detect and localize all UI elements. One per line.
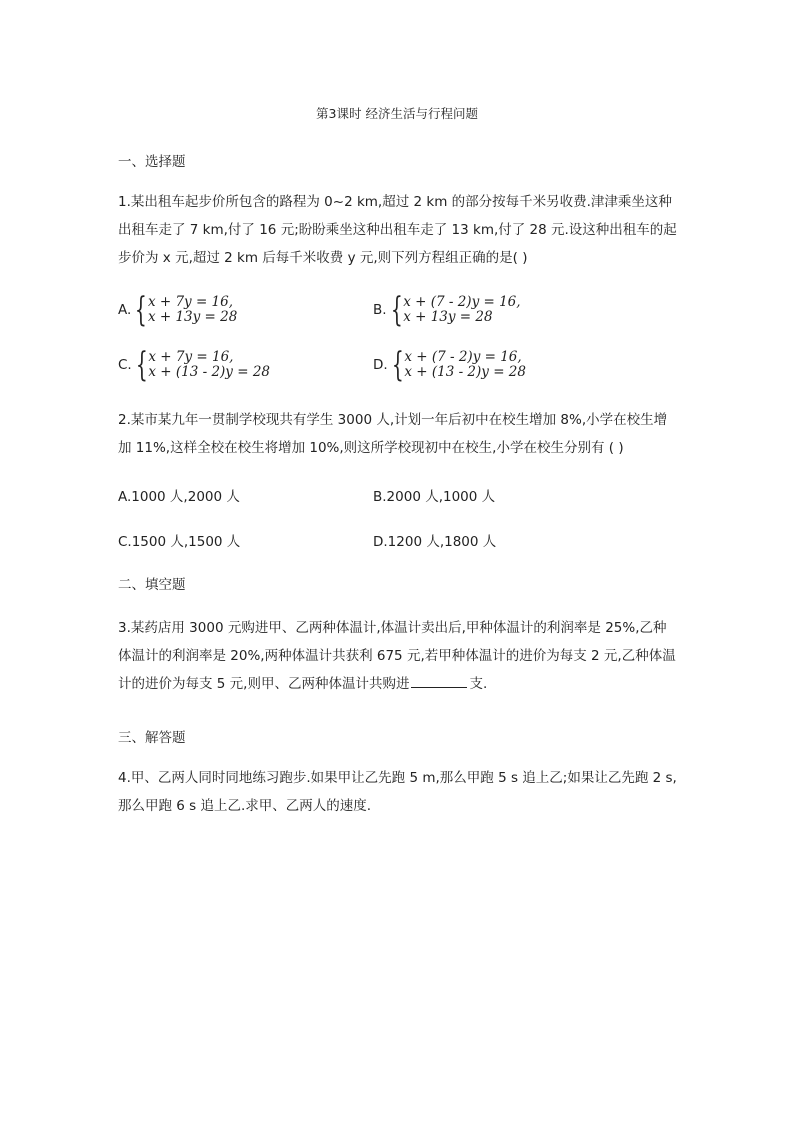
option-label: D.: [373, 357, 388, 373]
question-4: [118, 764, 678, 820]
equation-2: x + (13 - 2)y = 28: [148, 364, 271, 380]
left-brace-icon: {: [135, 290, 148, 330]
page-title: 第3课时 经济生活与行程问题: [316, 106, 478, 121]
question-4-line-2: 那么甲跑 6 s 追上乙.求甲、乙两人的速度.: [118, 798, 372, 814]
equation-system: [134, 345, 271, 385]
question-3: [118, 614, 678, 698]
q2-option-a: A.1000 人,2000 人: [118, 489, 240, 505]
answer-blank[interactable]: [411, 687, 467, 688]
section-choice-heading: 一、选择题: [118, 154, 186, 170]
left-brace-icon: {: [390, 290, 403, 330]
q1-option-a: [118, 290, 238, 330]
question-4-line-1: 4.甲、乙两人同时同地练习跑步.如果甲让乙先跑 5 m,那么甲跑 5 s 追上乙;如果让乙先跑 2 s,: [118, 770, 677, 786]
q2-option-d: D.1200 人,1800 人: [373, 534, 497, 550]
equation-system: [133, 290, 238, 330]
option-label: B.: [373, 302, 387, 318]
equation-1: x + 7y = 16,: [147, 294, 234, 310]
equation-system: [390, 345, 526, 385]
equation-2: x + 13y = 28: [147, 309, 238, 325]
q2-option-c: C.1500 人,1500 人: [118, 534, 241, 550]
section-answer-heading: 三、解答题: [118, 730, 186, 746]
question-2-line-2: 加 11%,这样全校在校生将增加 10%,则这所学校现初中在校生,小学在校生分别有 ( ): [118, 440, 624, 456]
option-label: A.: [118, 302, 132, 318]
left-brace-icon: {: [391, 345, 404, 385]
question-3-line-3-text: 计的进价为每支 5 元,则甲、乙两种体温计共购进: [118, 676, 410, 692]
q1-option-c: [118, 345, 271, 385]
equation-1: x + (7 - 2)y = 16,: [403, 294, 521, 310]
question-1-line-2: 出租车走了 7 km,付了 16 元;盼盼乘坐这种出租车走了 13 km,付了 28 元.设这种出租车的起: [118, 222, 677, 238]
equation-1: x + 7y = 16,: [148, 349, 234, 365]
equation-2: x + (13 - 2)y = 28: [404, 364, 526, 380]
question-1-line-1: 1.某出租车起步价所包含的路程为 0~2 km,超过 2 km 的部分按每千米另收费.津津乘坐这种: [118, 194, 672, 210]
equation-system: [389, 290, 521, 330]
left-brace-icon: {: [135, 345, 148, 385]
question-2-line-1: 2.某市某九年一贯制学校现共有学生 3000 人,计划一年后初中在校生增加 8%,小学在校生增: [118, 412, 668, 428]
q1-option-b: [373, 290, 521, 330]
option-label: C.: [118, 357, 132, 373]
equation-2: x + 13y = 28: [403, 309, 493, 325]
question-3-line-3: [118, 670, 678, 698]
question-3-line-1: 3.某药店用 3000 元购进甲、乙两种体温计,体温计卖出后,甲种体温计的利润率是 25%,乙种: [118, 620, 667, 636]
q1-option-d: [373, 345, 526, 385]
section-fill-heading: 二、填空题: [118, 577, 186, 593]
question-3-suffix: 支.: [469, 676, 488, 692]
question-1-line-3: 步价为 x 元,超过 2 km 后每千米收费 y 元,则下列方程组正确的是( ): [118, 250, 528, 266]
question-2: [118, 406, 678, 462]
question-3-line-2: 体温计的利润率是 20%,两种体温计共获利 675 元,若甲种体温计的进价为每支 2 元,乙种体温: [118, 648, 676, 664]
q2-option-b: B.2000 人,1000 人: [373, 489, 496, 505]
equation-1: x + (7 - 2)y = 16,: [404, 349, 522, 365]
question-1: [118, 188, 678, 272]
